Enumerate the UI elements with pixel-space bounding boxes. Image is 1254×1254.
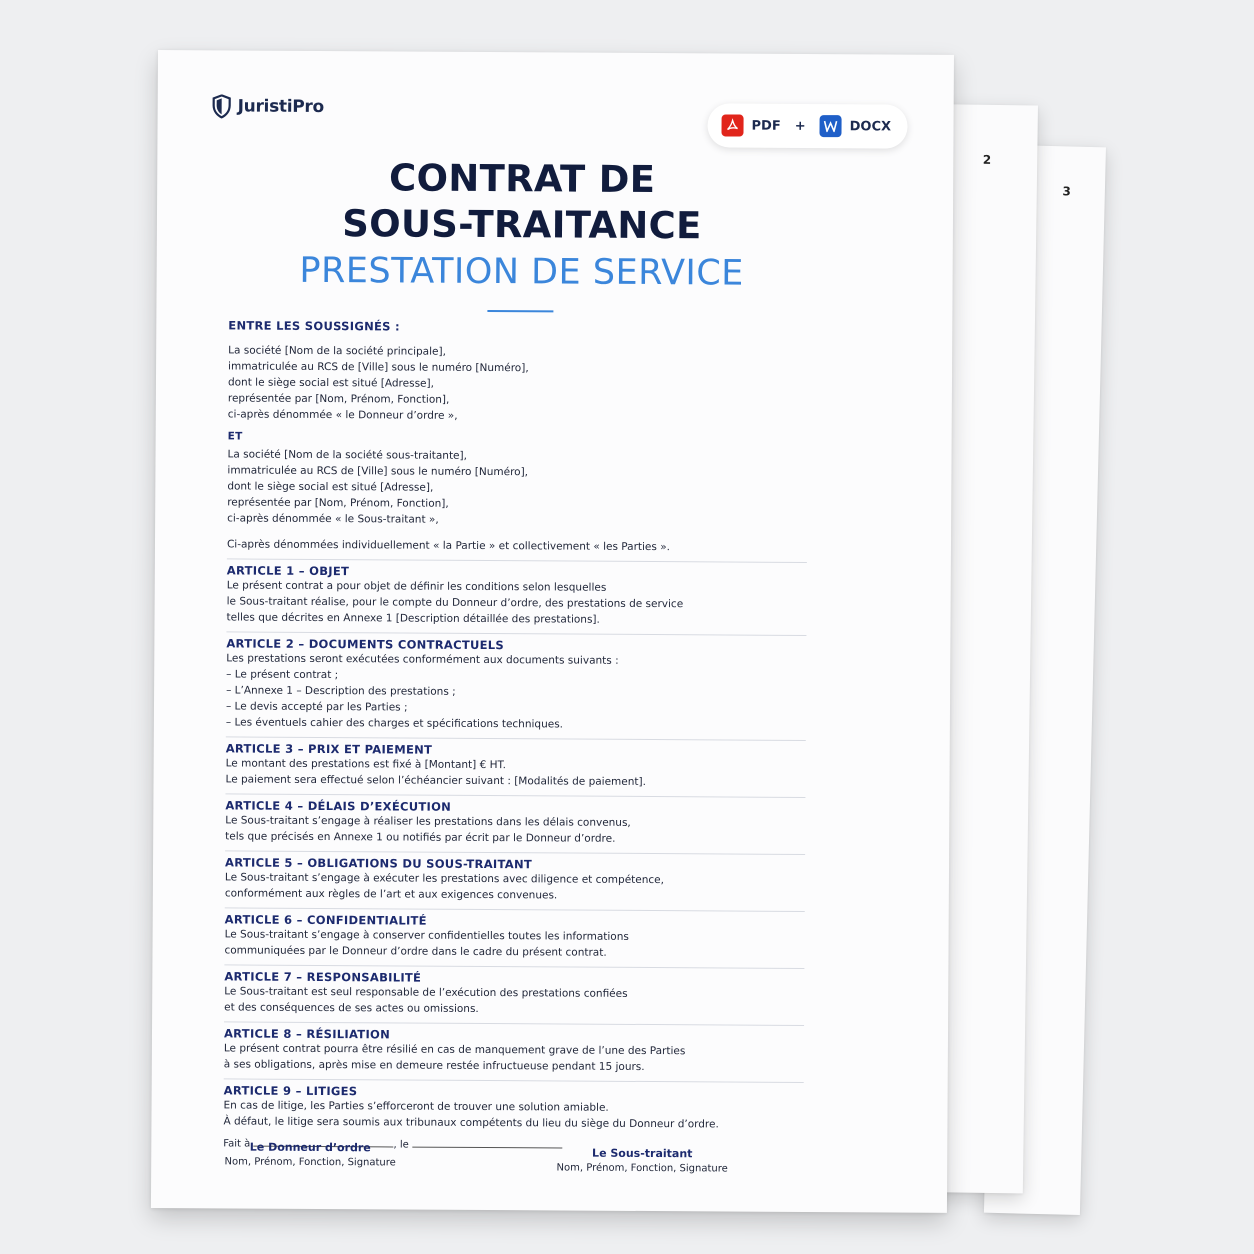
contract-body (223, 318, 808, 1156)
article-5-body (225, 869, 805, 905)
signature-donneur-sub: Nom, Prénom, Fonction, Signature (224, 1156, 396, 1169)
article-line: Le Sous-traitant est seul responsable de l’exécution des prestations confiées (224, 985, 628, 1000)
article-line: En cas de litige, les Parties s’efforceront de trouver une solution amiable. (223, 1099, 609, 1114)
second-party-line: La société [Nom de la société sous-traitante], (227, 448, 468, 462)
and-heading: ET (227, 430, 243, 443)
section-divider (224, 1021, 804, 1026)
article-line: – Le présent contrat ; (226, 668, 339, 682)
first-party-line: dont le siège social est situé [Adresse], (227, 376, 434, 390)
article-line: et des conséquences de ses actes ou omissions. (224, 1001, 479, 1015)
section-divider (224, 964, 804, 969)
shield-icon (212, 94, 232, 118)
article-4-body (225, 812, 805, 848)
pdf-icon (721, 114, 743, 136)
section-divider (226, 631, 806, 636)
article-line: telles que décrites en Annexe 1 [Description détaillée des prestations]. (226, 611, 600, 626)
article-2-body (226, 650, 806, 734)
article-6-body (224, 926, 804, 962)
page-number-3: 3 (1062, 184, 1072, 199)
section-divider (225, 793, 805, 798)
article-4-title: ARTICLE 4 – DÉLAIS D’EXÉCUTION (225, 798, 452, 814)
second-party-line: ci-après dénommée « le Sous-traitant », (227, 512, 439, 526)
article-5-title: ARTICLE 5 – OBLIGATIONS DU SOUS-TRAITANT (224, 855, 533, 872)
section-divider (225, 850, 805, 855)
first-party-line: La société [Nom de la société principale], (228, 344, 446, 358)
article-7-title: ARTICLE 7 – RESPONSABILITÉ (224, 969, 422, 985)
section-divider (224, 1078, 804, 1083)
article-9-body (223, 1097, 803, 1133)
article-line: Le présent contrat a pour objet de définir les conditions selon lesquelles (226, 579, 607, 594)
brand-name: JuristiPro (237, 96, 324, 118)
article-3-body (225, 755, 805, 791)
date-label: , le (393, 1139, 409, 1151)
article-line: – Le devis accepté par les Parties ; (225, 700, 408, 714)
format-badge (707, 103, 907, 148)
article-line: – L’Annexe 1 – Description des prestations ; (226, 684, 456, 698)
article-3-title: ARTICLE 3 – PRIX ET PAIEMENT (225, 741, 433, 757)
plus-sign: + (794, 118, 806, 134)
article-line: tels que précisés en Annexe 1 ou notifiés par écrit par le Donneur d’ordre. (225, 830, 616, 845)
section-divider (225, 907, 805, 912)
pdf-label: PDF (751, 118, 781, 134)
second-party-line: immatriculée au RCS de [Ville] sous le numéro [Numéro], (227, 464, 529, 479)
article-1-title: ARTICLE 1 – OBJET (226, 563, 350, 579)
article-line: Le Sous-traitant s’engage à conserver confidentielles toutes les informations (224, 928, 629, 943)
brand-logo (212, 94, 324, 119)
article-line: – Les éventuels cahier des charges et spécifications techniques. (225, 716, 564, 731)
title-line-2: SOUS-TRAITANCE (342, 202, 702, 248)
signature-donneur (215, 1140, 405, 1168)
first-party (228, 342, 808, 426)
article-8-title: ARTICLE 8 – RÉSILIATION (223, 1026, 391, 1042)
first-party-line: immatriculée au RCS de [Ville] sous le numéro [Numéro], (228, 360, 529, 375)
article-line: Le montant des prestations est fixé à [Montant] € HT. (225, 757, 507, 772)
fait-a-label: Fait à (223, 1138, 251, 1150)
signature-sous-traitant-sub: Nom, Prénom, Fonction, Signature (556, 1162, 728, 1175)
first-party-line: ci-après dénommée « le Donneur d’ordre », (227, 408, 458, 422)
article-line: Le présent contrat pourra être résilié en cas de manquement grave de l’une des Parties (223, 1042, 686, 1058)
section-divider (226, 736, 806, 741)
signature-donneur-title: Le Donneur d’ordre (249, 1140, 371, 1155)
article-line: Le paiement sera effectué selon l’échéancier suivant : [Modalités de paiement]. (225, 773, 646, 788)
article-line: Le Sous-traitant s’engage à exécuter les prestations avec diligence et compétence, (224, 871, 665, 887)
article-8-body (224, 1040, 804, 1076)
article-line: communiquées par le Donneur d’ordre dans le cadre du présent contrat. (224, 944, 607, 959)
second-party-line: dont le siège social est situé [Adresse], (227, 480, 434, 494)
article-9-title: ARTICLE 9 – LITIGES (223, 1083, 358, 1099)
article-2-title: ARTICLE 2 – DOCUMENTS CONTRACTUELS (226, 636, 505, 653)
article-7-body (224, 983, 804, 1019)
date-blank (412, 1137, 562, 1149)
word-icon (820, 115, 842, 137)
first-party-line: représentée par [Nom, Prénom, Fonction], (227, 392, 450, 406)
article-line: Le Sous-traitant s’engage à réaliser les prestations dans les délais convenus, (225, 814, 631, 829)
article-line: À défaut, le litige sera soumis aux tribunaux compétents du lieu du siège du Donneur d’ordre. (223, 1115, 719, 1131)
article-line: le Sous-traitant réalise, pour le compte du Donneur d’ordre, des prestations de service (226, 595, 684, 611)
article-6-title: ARTICLE 6 – CONFIDENTIALITÉ (224, 912, 427, 928)
signature-sous-traitant-title: Le Sous-traitant (592, 1146, 693, 1161)
parties-collective: Ci-après dénommées individuellement « la Partie » et collectivement « les Parties ». (226, 538, 671, 554)
article-line: à ses obligations, après mise en demeure restée infructueuse pendant 15 jours. (223, 1058, 645, 1073)
section-divider (227, 558, 807, 563)
contract-page (151, 50, 954, 1213)
article-1-body (226, 577, 806, 629)
second-party (227, 446, 807, 530)
document-title (157, 154, 888, 298)
signature-sous-traitant (547, 1146, 737, 1174)
article-line: Les prestations seront exécutées conformément aux documents suivants : (226, 652, 619, 667)
title-line-1: CONTRAT DE (388, 156, 656, 202)
title-divider (487, 310, 553, 312)
second-party-line: représentée par [Nom, Prénom, Fonction], (227, 496, 449, 510)
docx-label: DOCX (849, 118, 892, 134)
article-line: conformément aux règles de l’art et aux exigences convenues. (224, 887, 558, 902)
page-number-2: 2 (982, 152, 992, 167)
document-subtitle: PRESTATION DE SERVICE (299, 250, 744, 294)
parties-heading: ENTRE LES SOUSSIGNÉS : (228, 318, 400, 334)
